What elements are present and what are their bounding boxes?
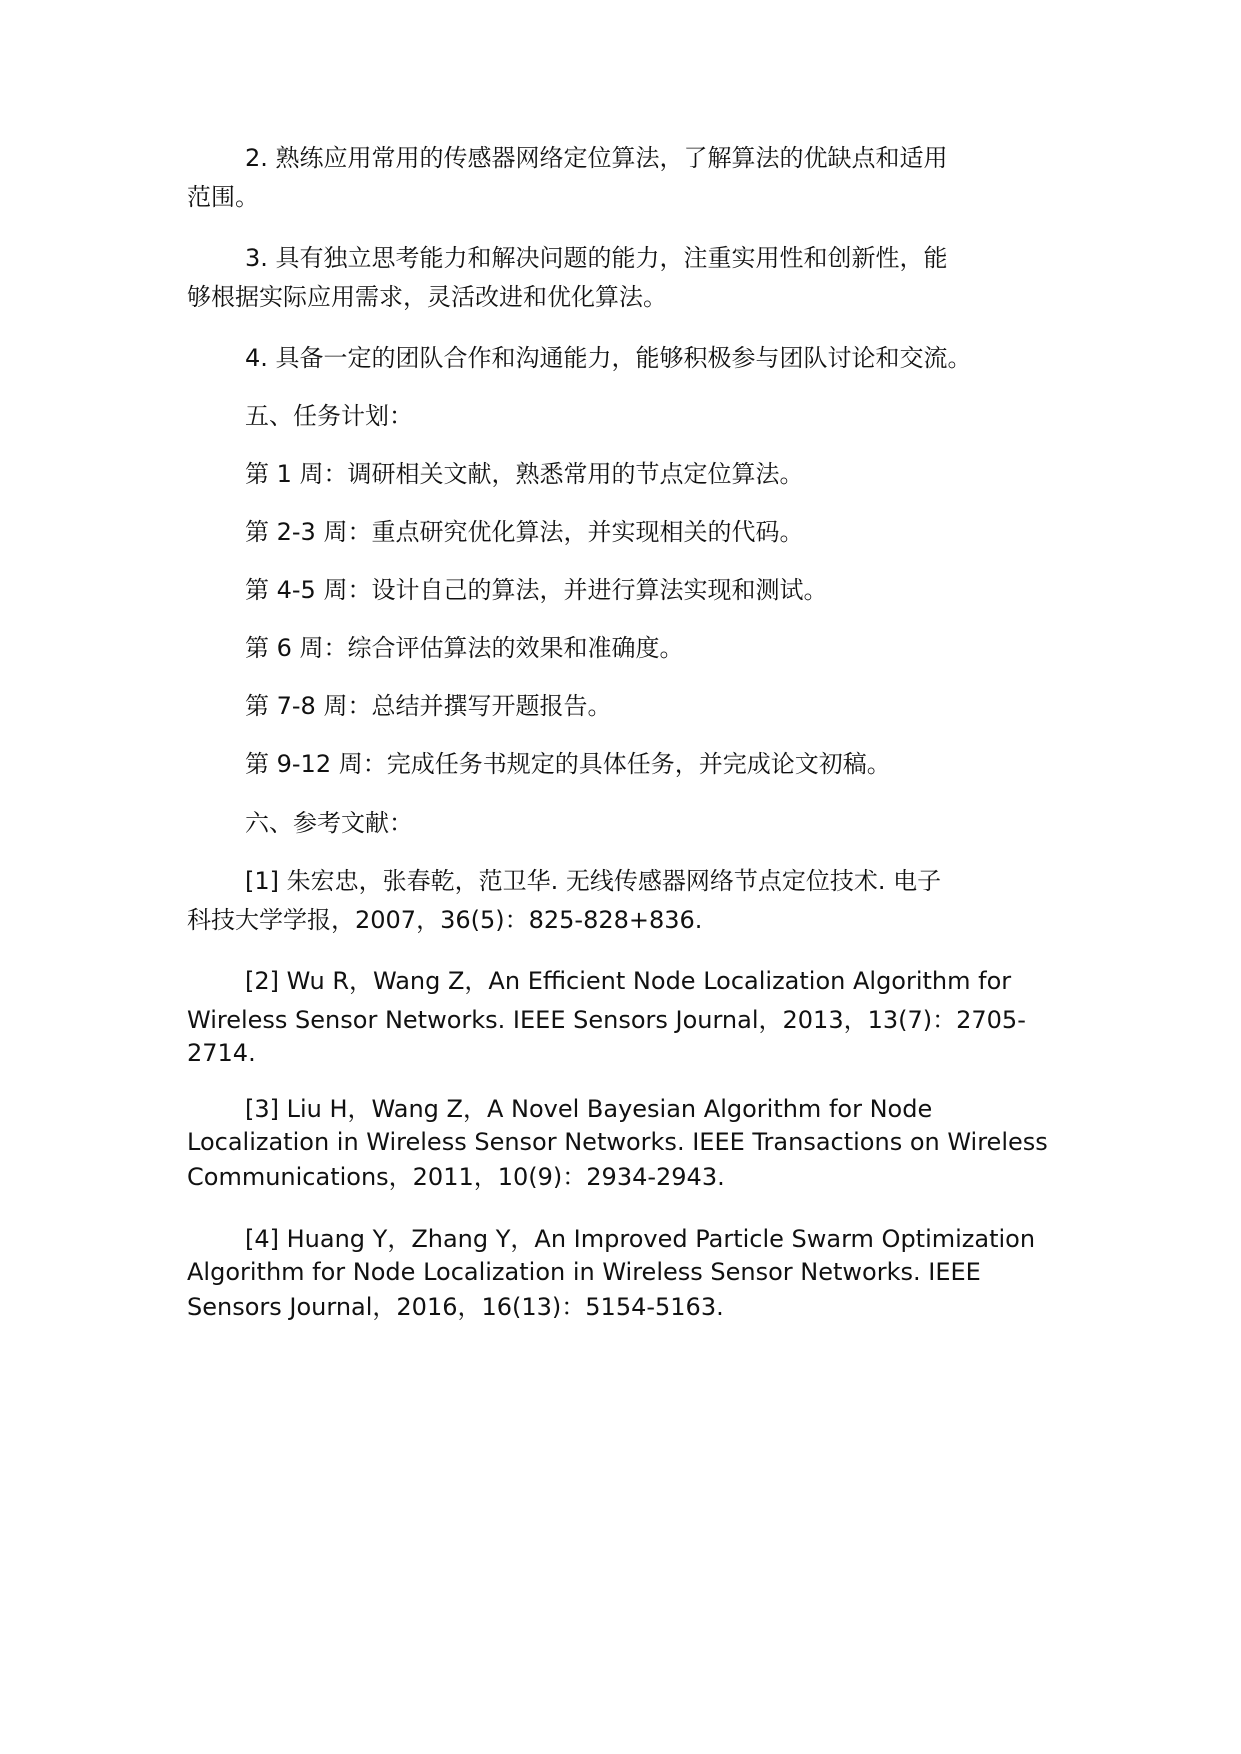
paragraph-line: 第 7-8 周：总结并撰写开题报告。 (245, 692, 612, 720)
paragraph-line: 第 6 周：综合评估算法的效果和准确度。 (245, 634, 684, 662)
paragraph-line: 第 9-12 周：完成任务书规定的具体任务，并完成论文初稿。 (245, 750, 891, 778)
plan-week-6 (187, 633, 1067, 664)
paragraph-requirement-2 (187, 143, 1067, 213)
section-heading-references (187, 808, 1067, 839)
paragraph-line: [4] Huang Y，Zhang Y，An Improved Particle Swarm Optimization (245, 1225, 1036, 1253)
paragraph-line: 第 2-3 周：重点研究优化算法，并实现相关的代码。 (245, 518, 804, 546)
paragraph-line: Sensors Journal，2016，16(13)：5154-5163. (187, 1293, 724, 1322)
paragraph-line: Wireless Sensor Networks. IEEE Sensors Journal，2013，13(7)：2705- (187, 1006, 1026, 1035)
paragraph-line: 范围。 (187, 183, 259, 212)
paragraph-line: 六、参考文献： (245, 809, 413, 837)
paragraph-line: 科技大学学报，2007，36(5)：825-828+836. (187, 906, 703, 935)
paragraph-line: 够根据实际应用需求，灵活改进和优化算法。 (187, 283, 667, 312)
paragraph-line: 五、任务计划： (245, 402, 413, 430)
paragraph-line: 3. 具有独立思考能力和解决问题的能力，注重实用性和创新性，能 (245, 244, 948, 272)
paragraph-line: Communications，2011，10(9)：2934-2943. (187, 1163, 725, 1192)
reference-1 (187, 866, 1067, 936)
reference-2 (187, 966, 1067, 1070)
paragraph-line: [3] Liu H，Wang Z，A Novel Bayesian Algorithm for Node (245, 1095, 933, 1123)
paragraph-line: 第 1 周：调研相关文献，熟悉常用的节点定位算法。 (245, 460, 804, 488)
paragraph-line: 第 4-5 周：设计自己的算法，并进行算法实现和测试。 (245, 576, 828, 604)
paragraph-line: [1] 朱宏忠，张春乾，范卫华. 无线传感器网络节点定位技术. 电子 (245, 867, 942, 895)
paragraph-line: Localization in Wireless Sensor Networks. IEEE Transactions on Wireless (187, 1128, 1048, 1157)
reference-4 (187, 1224, 1067, 1324)
plan-week-1 (187, 459, 1067, 490)
paragraph-line: Algorithm for Node Localization in Wireless Sensor Networks. IEEE (187, 1258, 981, 1287)
plan-week-7-8 (187, 691, 1067, 722)
section-heading-task-plan (187, 401, 1067, 432)
reference-3 (187, 1094, 1067, 1194)
paragraph-line: 2. 熟练应用常用的传感器网络定位算法，了解算法的优缺点和适用 (245, 144, 948, 172)
paragraph-requirement-3 (187, 243, 1067, 313)
paragraph-line: 4. 具备一定的团队合作和沟通能力，能够积极参与团队讨论和交流。 (245, 344, 972, 372)
plan-week-2-3 (187, 517, 1067, 548)
paragraph-line: [2] Wu R，Wang Z，An Efficient Node Localization Algorithm for (245, 967, 1012, 995)
plan-week-4-5 (187, 575, 1067, 606)
paragraph-requirement-4 (187, 343, 1067, 374)
paragraph-line: 2714. (187, 1039, 256, 1068)
plan-week-9-12 (187, 749, 1067, 780)
